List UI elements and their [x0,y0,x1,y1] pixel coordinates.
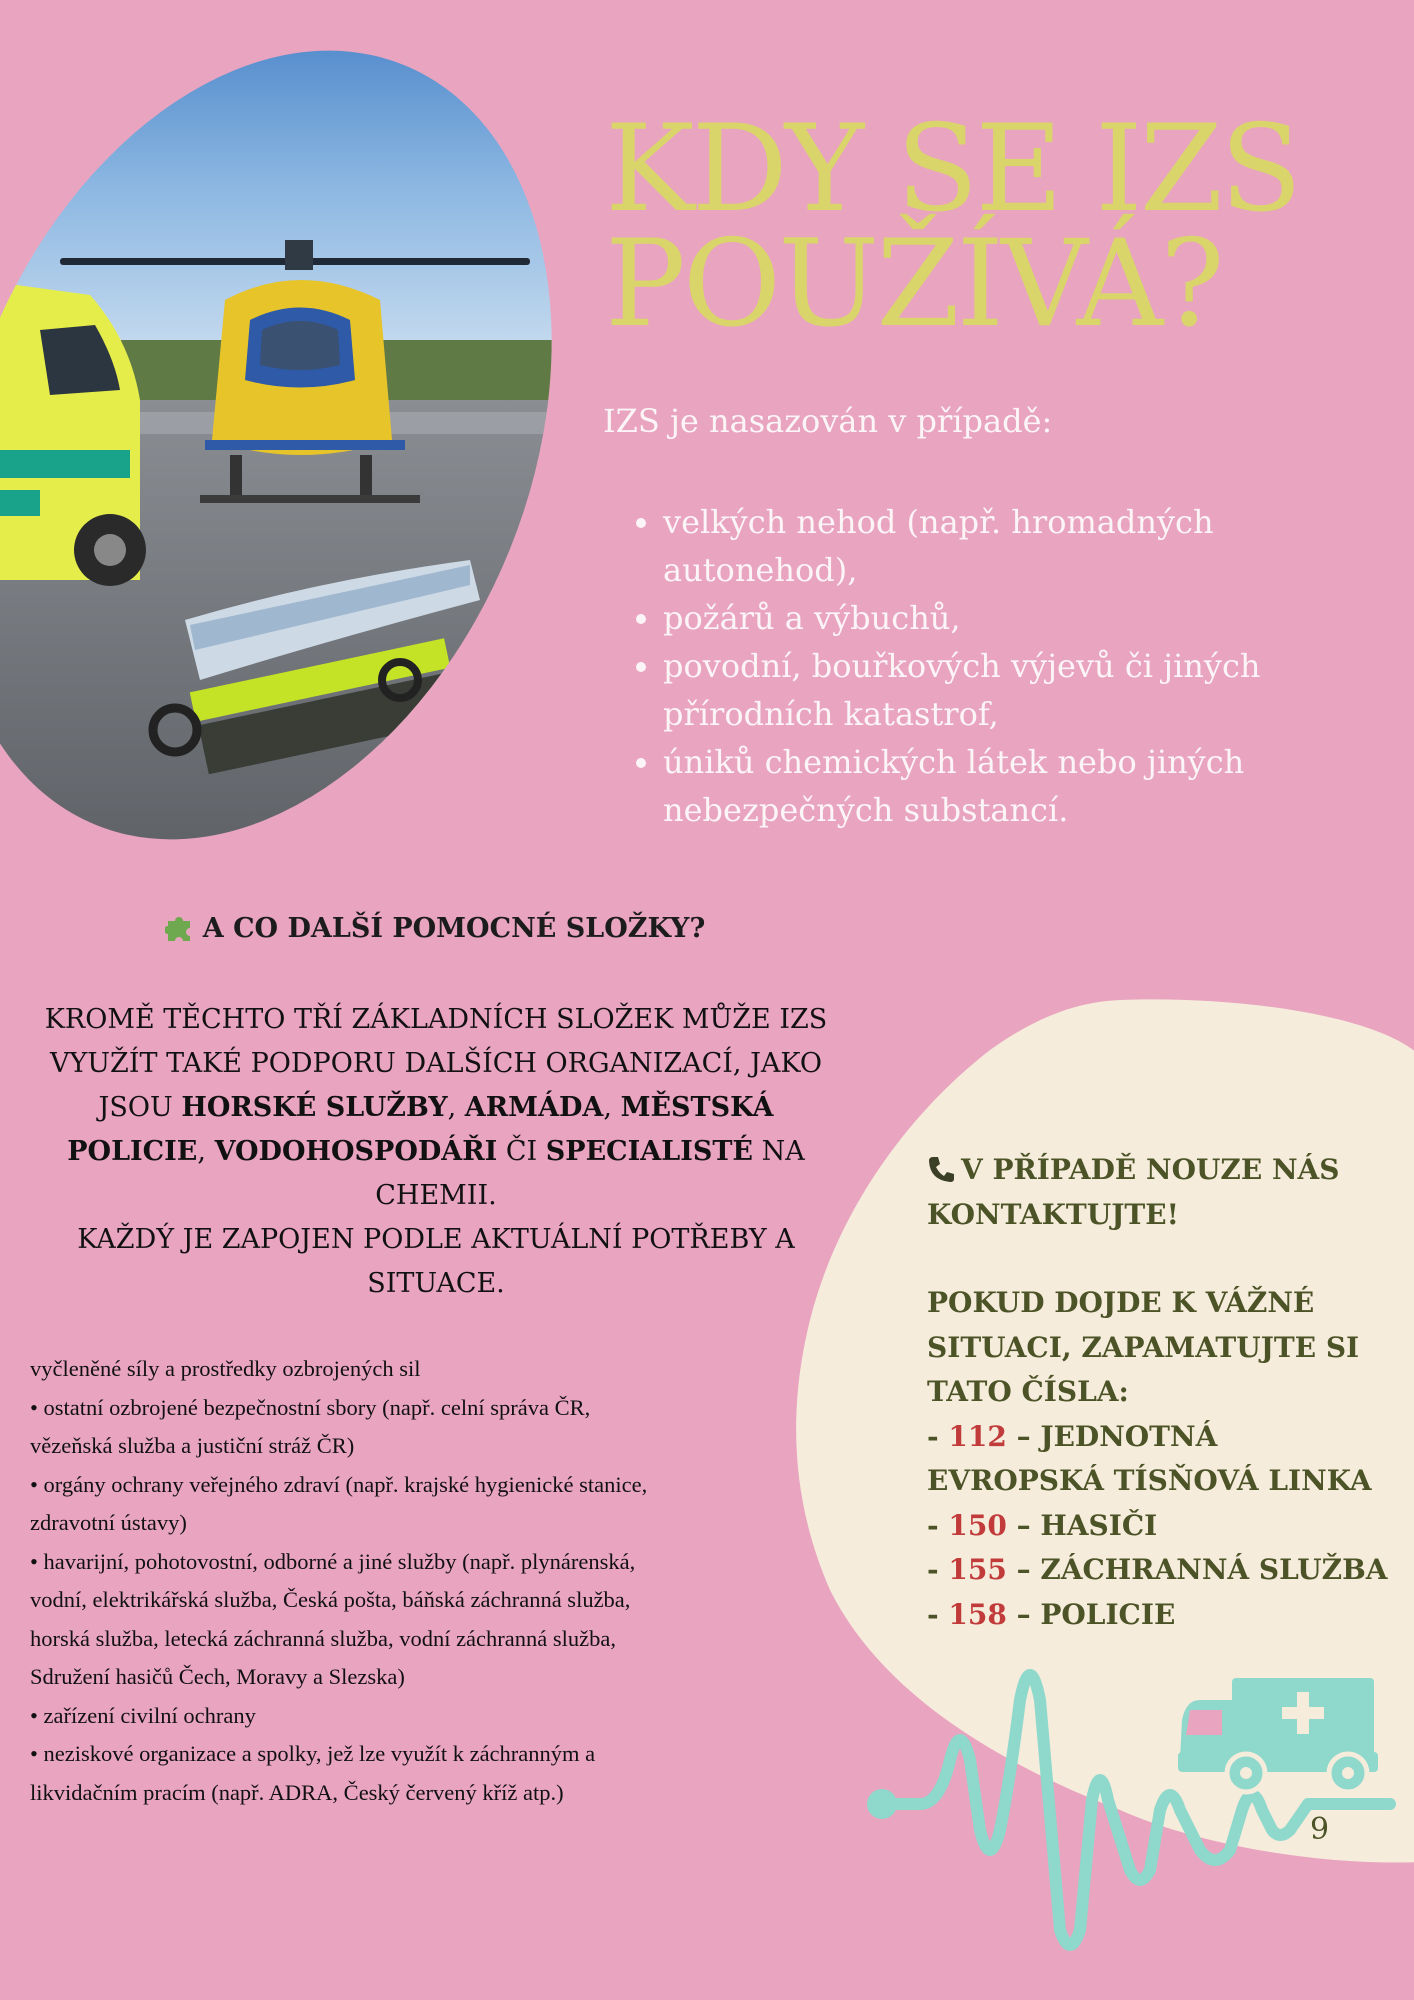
emergency-number-row [927,1415,1397,1504]
emergency-number-row [927,1593,1397,1638]
intro-text: IZS je nasazován v případě: [603,402,1053,440]
bold-span: SPECIALISTÉ [545,1136,754,1167]
row-prefix: - [927,1553,949,1586]
row-prefix: - [927,1508,949,1542]
emergency-number: 112 [948,1419,1007,1453]
helpers-paragraph [28,998,844,1306]
page-number: 9 [1310,1812,1330,1847]
text-span: NA CHEMII. [375,1136,805,1211]
detail-line: • ostatní ozbrojené bezpečnostní sbory (např. celní správa ČR, [30,1394,591,1420]
bold-span: ARMÁDA [464,1092,604,1123]
row-prefix: - [927,1597,949,1631]
contact-intro: POKUD DOJDE K VÁŽNÉ SITUACI, ZAPAMATUJTE SI TATO ČÍSLA: [927,1286,1360,1408]
rescue-photo [0,40,560,840]
bold-span: HORSKÉ SLUŽBY [181,1092,448,1123]
text-span: , [603,1092,621,1123]
text-span: KROMĚ TĚCHTO TŘÍ ZÁKLADNÍCH SLOŽEK MŮŽE IZS VYUŽÍT TAKÉ PODPORU DALŠÍCH ORGANIZACÍ, JAKO JSOU [44,1004,828,1123]
emergency-number-label: – HASIČI [1006,1508,1158,1542]
emergency-number: 158 [948,1597,1007,1631]
emergency-number-label: – POLICIE [1006,1597,1176,1631]
ambulance-icon [1178,1678,1378,1792]
detail-line: horská služba, letecká záchranná služba, vodní záchranná služba, [30,1625,616,1651]
helpers-detail-list [30,1350,810,1812]
helpers-paragraph-2: KAŽDÝ JE ZAPOJEN PODLE AKTUÁLNÍ POTŘEBY A SITUACE. [77,1224,795,1299]
emergency-contact-panel [927,1148,1397,1637]
detail-line: • neziskové organizace a spolky, jež lze využít k záchranným a [30,1741,596,1766]
detail-line: • havarijní, pohotovostní, odborné a jiné služby (např. plynárenská, [30,1548,636,1574]
helpers-heading [0,912,870,944]
contact-heading-text: V PŘÍPADĚ NOUZE NÁS KONTAKTUJTE! [927,1153,1340,1231]
contact-heading [927,1148,1397,1237]
phone-icon [927,1155,955,1183]
detail-line: • orgány ochrany veřejného zdraví (např. krajské hygienické stanice, [30,1471,648,1497]
detail-line: Sdružení hasičů Čech, Moravy a Slezska) [30,1664,405,1689]
emergency-number-row [927,1548,1397,1593]
emergency-number-row [927,1504,1397,1549]
bold-span: MĚSTSKÁ POLICIE [67,1092,774,1167]
list-item: • velkých nehod (např. hromadných autonehod), [663,498,1383,594]
puzzle-icon [165,912,195,942]
detail-line: likvidačním pracím (např. ADRA, Český červený kříž atp.) [30,1779,564,1805]
list-item: • úniků chemických látek nebo jiných nebezpečných substancí. [663,738,1383,834]
usage-list [603,498,1383,834]
text-span: , [447,1092,465,1123]
emergency-number: 150 [948,1508,1007,1542]
emergency-number: 155 [948,1553,1007,1586]
list-item: • požárů a výbuchů, [663,594,1383,642]
detail-line: vodní, elektrikářská služba, Česká pošta, báňská záchranná služba, [30,1587,631,1612]
text-span: ČI [497,1136,546,1167]
text-span: , [197,1136,215,1167]
detail-line: zdravotní ústavy) [30,1510,187,1535]
page-title [605,100,1385,354]
bold-span: VODOHOSPODÁŘI [214,1136,498,1167]
helpers-heading-text: A CO DALŠÍ POMOCNÉ SLOŽKY? [202,913,706,944]
emergency-number-label: – JEDNOTNÁ EVROPSKÁ TÍSŇOVÁ LINKA [927,1419,1372,1497]
row-prefix: - [927,1419,949,1453]
list-item: • povodní, bouřkových výjevů či jiných přírodních katastrof, [663,642,1383,738]
title-line-1: KDY SE IZS [605,100,1300,239]
heartbeat-ambulance-graphic [860,1640,1414,1970]
detail-line: vyčleněné síly a prostředky ozbrojených sil [30,1356,421,1381]
title-line-2: POUŽÍVÁ? [605,215,1222,354]
detail-line: vězeňská služba a justiční stráž ČR) [30,1433,355,1458]
emergency-number-label: – ZÁCHRANNÁ SLUŽBA [1006,1553,1388,1586]
detail-line: • zařízení civilní ochrany [30,1702,256,1728]
